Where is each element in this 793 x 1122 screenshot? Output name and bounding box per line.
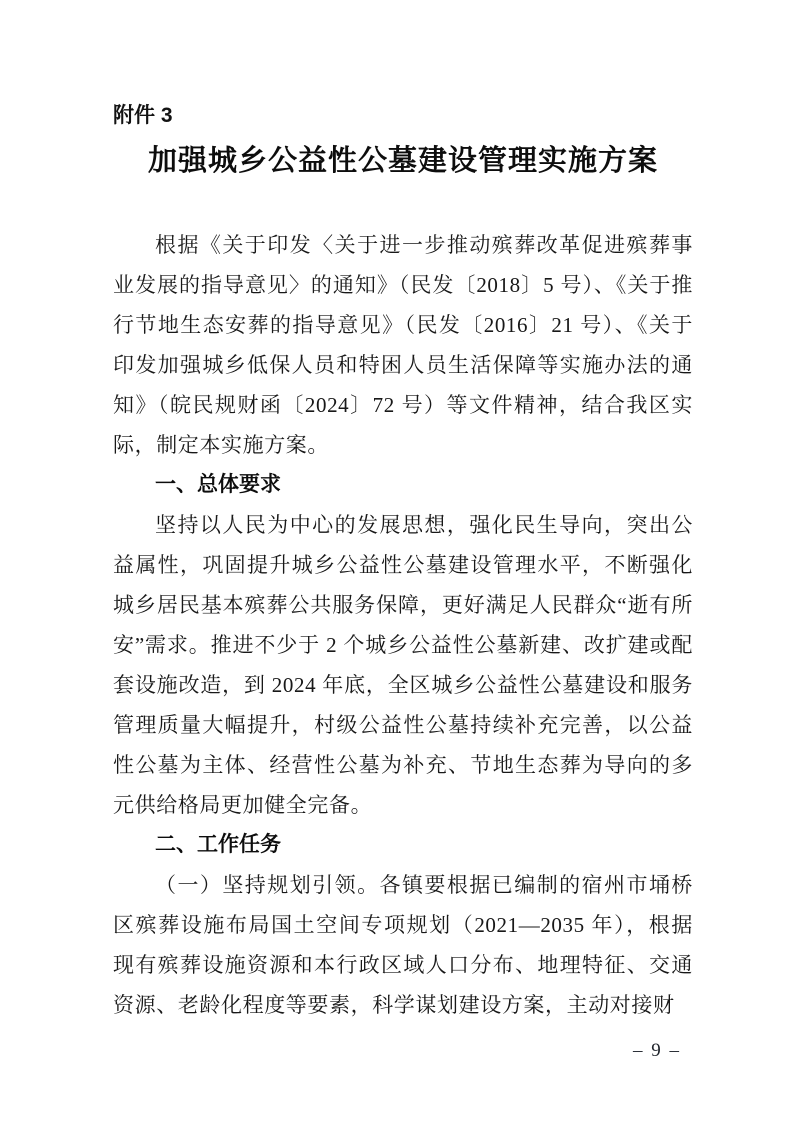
work-task-item-1-lead: （一）坚持规划引领。 [155, 873, 380, 897]
intro-paragraph: 根据《关于印发〈关于进一步推动殡葬改革促进殡葬事业发展的指导意见〉的通知》（民发〔2018〕5 号）、《关于推行节地生态安葬的指导意见》（民发〔2016〕21 号）、《关于印发加强城乡低保人员和特困人员生活保障等实施办法的通知》（皖民规财函〔2024〕72 号）等文件精神，结合我区实际，制定本实施方案。 [113, 233, 693, 457]
work-task-item-1-body: 各镇要根据已编制的宿州市埇桥区殡葬设施布局国土空间专项规划（2021—2035 年），根据现有殡葬设施资源和本行政区域人口分布、地理特征、交通资源、老龄化程度等要素，科学谋划建设方案，主动对接财 [113, 873, 694, 1017]
attachment-label: 附件 3 [113, 104, 173, 127]
document-title: 加强城乡公益性公墓建设管理实施方案 [147, 145, 658, 177]
page-number: – 9 – [633, 1040, 681, 1061]
section-heading-work-tasks: 二、工作任务 [155, 833, 281, 856]
overall-requirements-paragraph: 坚持以人民为中心的发展思想，强化民生导向，突出公益属性，巩固提升城乡公益性公墓建设管理水平，不断强化城乡居民基本殡葬公共服务保障，更好满足人民群众“逝有所安”需求。推进不少于 2 个城乡公益性公墓新建、改扩建或配套设施改造，到 2024 年底，全区城乡公益性公墓建设和服务管理质量大幅提升，村级公益性公墓持续补充完善，以公益性公墓为主体、经营性公墓为补充、节地生态葬为导向的多元供给格局更加健全完备。 [113, 513, 693, 817]
section-heading-overall-requirements: 一、总体要求 [155, 473, 281, 496]
work-task-item-1-paragraph [113, 865, 693, 1025]
